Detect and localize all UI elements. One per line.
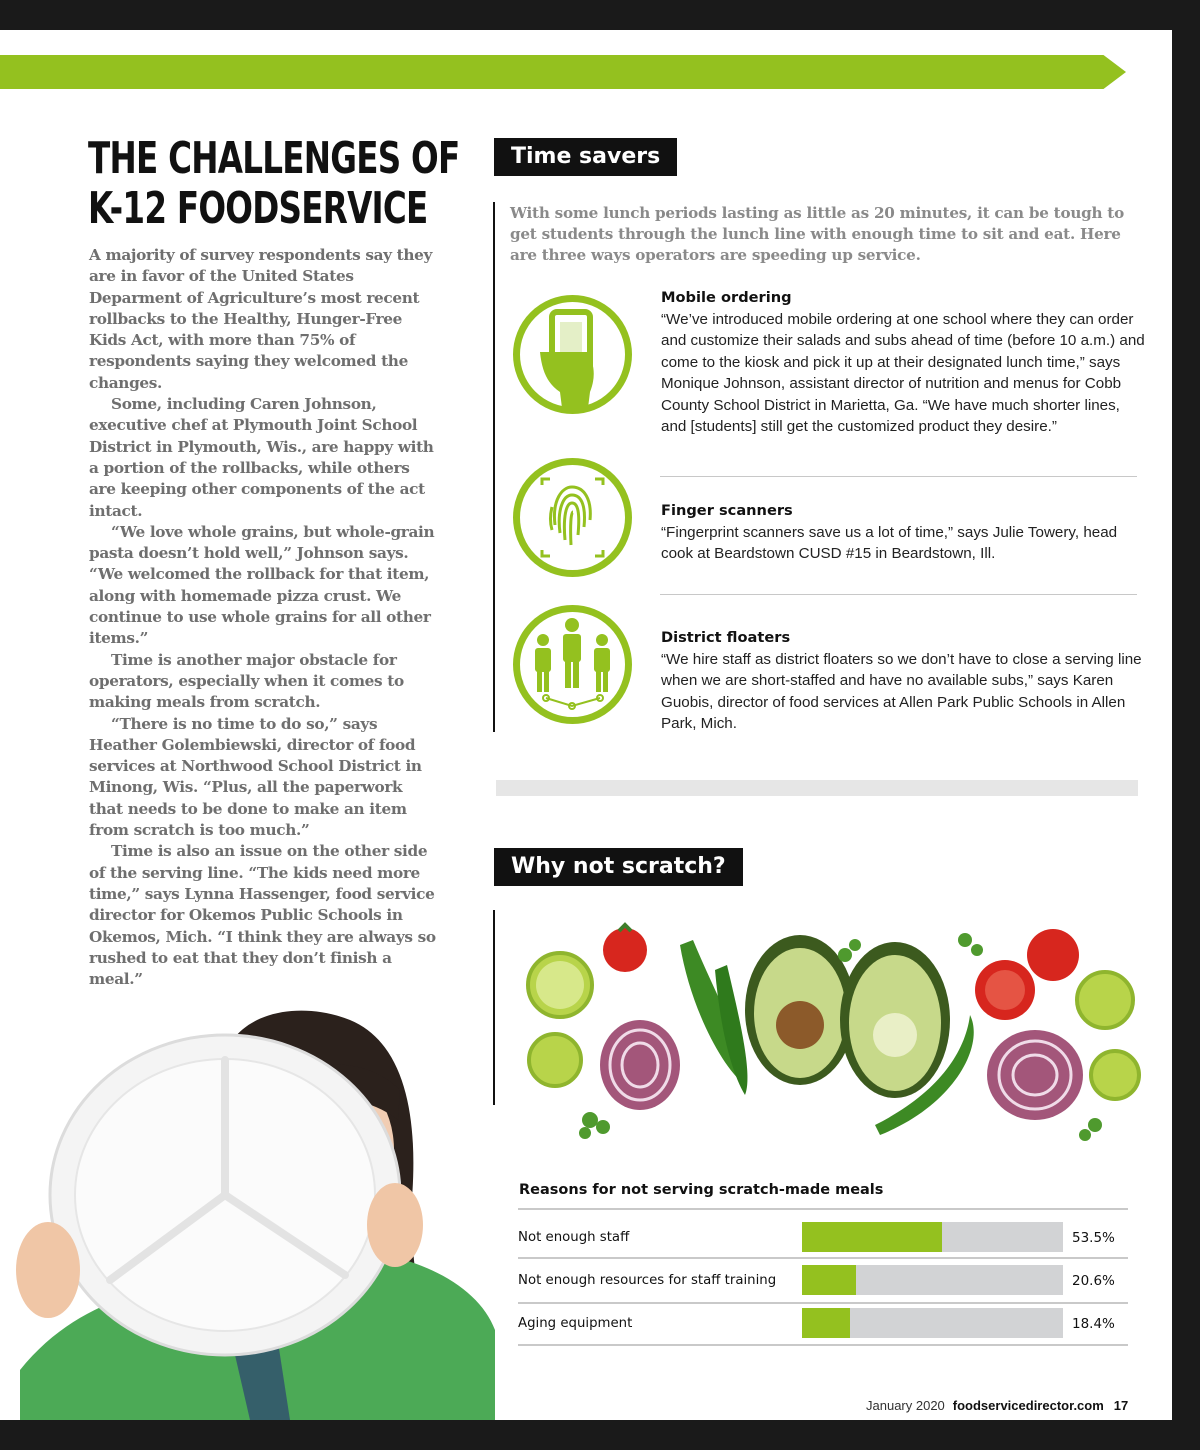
vegetables-photo	[515, 895, 1145, 1195]
bar-track	[802, 1222, 1063, 1252]
why-not-scratch-label: Why not scratch?	[494, 848, 743, 886]
bar-label-not-enough-staff: Not enough staff	[518, 1230, 630, 1245]
item-separator	[660, 476, 1137, 477]
why-not-scratch-rule	[493, 910, 495, 1105]
magazine-page	[0, 30, 1172, 1420]
item-separator	[660, 594, 1137, 595]
finger-scanners-body: “Fingerprint scanners save us a lot of time,” says Julie Towery, head cook at Beardstown CUSD #15 in Beardstown, Ill.	[661, 524, 1118, 563]
time-savers-rule	[493, 202, 495, 732]
district-floaters-body: “We hire staff as district floaters so we don’t have to close a serving line when we are short-staffed and have no available subs,” says Karen Guobis, director of food services at Allen Park Public Schools in Allen Park, Mich.	[661, 651, 1142, 733]
fingerprint-icon	[510, 455, 635, 580]
article-paragraph: A majority of survey respondents say they are in favor of the United States Deparment of Agriculture’s most recent rollbacks to the Healthy, Hunger-Free Kids Act, with more than 75% of respondents saying they welcomed the changes.	[89, 246, 433, 392]
headline-line-1: THE CHALLENGES OF	[88, 133, 460, 184]
finger-scanners-title: Finger scanners	[661, 502, 793, 519]
bar-staff-training	[802, 1265, 856, 1295]
chart-rule	[518, 1302, 1128, 1304]
article-paragraph: Time is another major obstacle for operators, especially when it comes to making meals from scratch.	[89, 650, 404, 712]
article-body	[89, 245, 441, 990]
mobile-ordering-title: Mobile ordering	[661, 289, 792, 306]
staff-network-icon	[510, 602, 635, 727]
section-divider-bar	[496, 780, 1138, 796]
article-paragraph: “We love whole grains, but whole-grain pasta doesn’t hold well,” Johnson says. “We welcomed the rollback for that item, along with homemade pizza crust. We continue to use whole grains for all other items.”	[89, 522, 435, 648]
bar-value-staff-training: 20.6%	[1072, 1273, 1115, 1289]
bar-track	[802, 1265, 1063, 1295]
district-floaters-title: District floaters	[661, 629, 791, 646]
girl-with-plate-photo	[0, 990, 500, 1420]
mobile-phone-hand-icon	[510, 292, 635, 417]
bar-value-not-enough-staff: 53.5%	[1072, 1230, 1115, 1246]
headline	[88, 133, 460, 234]
chart-rule	[518, 1257, 1128, 1259]
chart-rule	[518, 1208, 1128, 1210]
bar-label-staff-training: Not enough resources for staff training	[518, 1273, 777, 1288]
mobile-ordering-body: “We’ve introduced mobile ordering at one school where they can order and customize their salads and subs ahead of time (before 10 a.m.) and come to the kiosk and pick it up at their designated lunch time,” says Monique Johnson, assistant director of nutrition and menus for Cobb County School District in Marietta, Ga. “We have much shorter lines, and [students] still get the customized product they desire.”	[661, 311, 1145, 436]
issue-date: January 2020	[866, 1398, 945, 1413]
time-savers-label: Time savers	[494, 138, 677, 176]
bar-not-enough-staff	[802, 1222, 942, 1252]
headline-line-2: K-12 FOODSERVICE	[88, 183, 428, 234]
website-link[interactable]: foodservicedirector.com	[952, 1398, 1104, 1413]
bar-value-aging-equipment: 18.4%	[1072, 1316, 1115, 1332]
article-paragraph: Some, including Caren Johnson, executive chef at Plymouth Joint School District in Plymouth, Wis., are happy with a portion of the rollbacks, while others are keeping other components of the act intact.	[89, 395, 434, 520]
page-footer	[866, 1398, 1128, 1413]
article-paragraph: Time is also an issue on the other side of the serving line. “The kids need more time,” says Lynna Hassenger, food service director for Okemos Public Schools in Okemos, Mich. “I think they are always so rushed to eat that they don’t finish a meal.”	[89, 842, 436, 989]
time-savers-intro: With some lunch periods lasting as little as 20 minutes, it can be tough to get students through the lunch line with enough time to sit and eat. Here are three ways operators are speeding up service.	[510, 204, 1124, 264]
bar-track	[802, 1308, 1063, 1338]
bar-aging-equipment	[802, 1308, 850, 1338]
bar-label-aging-equipment: Aging equipment	[518, 1316, 633, 1331]
chart-title: Reasons for not serving scratch-made meals	[519, 1182, 884, 1198]
article-paragraph: “There is no time to do so,” says Heather Golembiewski, director of food services at Northwood School District in Minong, Wis. “Plus, all the paperwork that needs to be done to make an item from scratch is too much.”	[89, 714, 422, 840]
chart-rule	[518, 1344, 1128, 1346]
page-number: 17	[1113, 1398, 1129, 1413]
section-banner-title: GETTING SQUEEZED	[387, 37, 739, 57]
